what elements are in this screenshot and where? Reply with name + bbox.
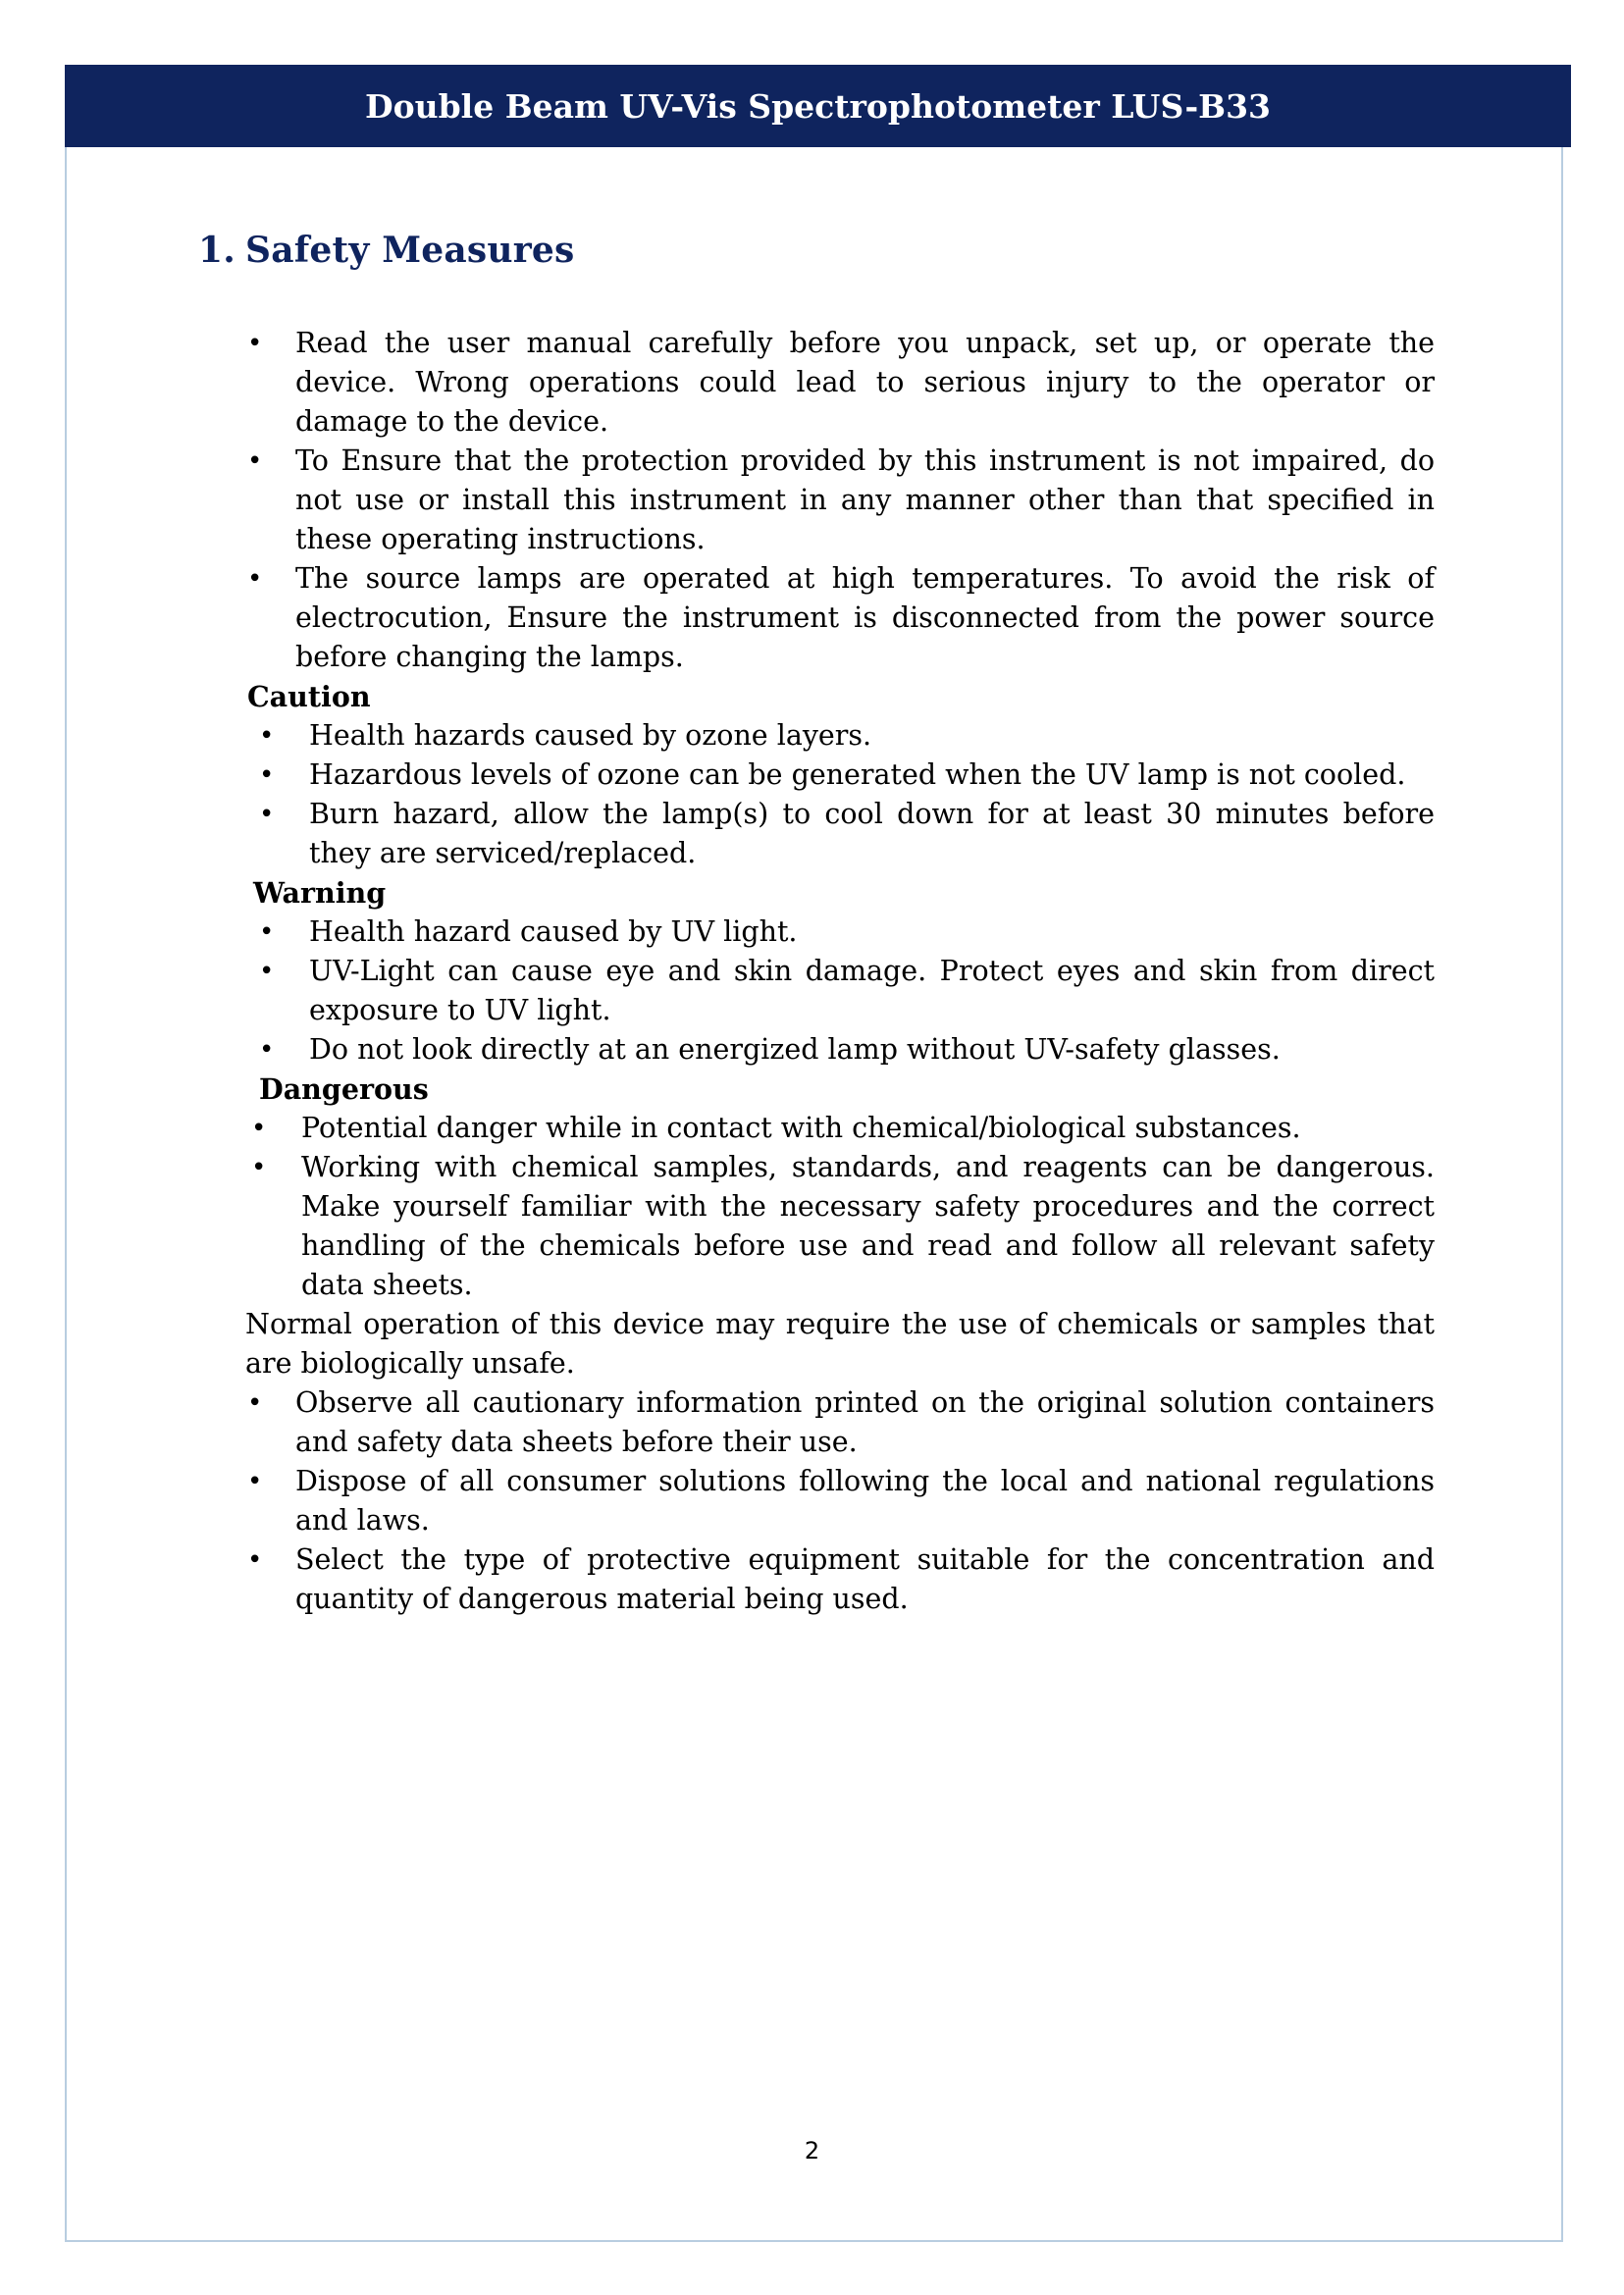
list-item — [245, 1540, 1435, 1619]
page-number: 2 — [804, 2137, 820, 2165]
list-item — [245, 1383, 1435, 1462]
bullet-icon: • — [259, 957, 275, 986]
list-item — [251, 1109, 1435, 1148]
list-item — [259, 1030, 1435, 1069]
final-list — [245, 1383, 1435, 1619]
list-item-text: Working with chemical samples, standards, and reagents can be dangerous. Make yourself familiar with the necessary safety procedures and the correct handling of the chemicals before use and read and follow all relevant safety data sheets. — [301, 1151, 1435, 1301]
list-item — [245, 324, 1435, 442]
bullet-icon: • — [251, 1153, 267, 1182]
bullet-icon: • — [259, 1035, 275, 1065]
section-title: Safety Measures — [245, 230, 575, 271]
list-item — [251, 1148, 1435, 1305]
list-item-text: Hazardous levels of ozone can be generated when the UV lamp is not cooled. — [309, 758, 1406, 791]
list-item-text: Potential danger while in contact with chemical/biological substances. — [301, 1112, 1301, 1144]
list-item — [245, 442, 1435, 559]
list-item-text: Health hazards caused by ozone layers. — [309, 719, 872, 752]
bullet-icon: • — [247, 1388, 263, 1418]
bullet-icon: • — [259, 917, 275, 947]
warning-heading: Warning — [253, 876, 387, 910]
section-heading — [198, 230, 574, 271]
list-item — [259, 716, 1435, 756]
list-item — [245, 1462, 1435, 1540]
list-item-text: Select the type of protective equipment suitable for the concentration and quantity of dangerous material being used. — [295, 1543, 1435, 1615]
warning-list — [259, 913, 1435, 1069]
bullet-icon: • — [247, 446, 263, 476]
list-item-text: Observe all cautionary information printed on the original solution containers and safety data sheets before their use. — [295, 1386, 1435, 1458]
bullet-icon: • — [247, 1545, 263, 1575]
list-item-text: The source lamps are operated at high temperatures. To avoid the risk of electrocution, Ensure the instrument is disconnected from the power source before changing the lamps. — [295, 562, 1435, 673]
bullet-icon: • — [247, 564, 263, 594]
document-title: Double Beam UV-Vis Spectrophotometer LUS-B33 — [364, 86, 1272, 126]
list-item-text: Burn hazard, allow the lamp(s) to cool down for at least 30 minutes before they are serviced/replaced. — [309, 798, 1435, 869]
bullet-icon: • — [247, 329, 263, 358]
list-item — [259, 952, 1435, 1030]
dangerous-heading: Dangerous — [259, 1072, 429, 1106]
list-item-text: Health hazard caused by UV light. — [309, 915, 798, 948]
list-item-text: UV-Light can cause eye and skin damage. Protect eyes and skin from direct exposure to UV light. — [309, 955, 1435, 1026]
list-item-text: To Ensure that the protection provided by this instrument is not impaired, do not use or install this instrument in any manner other than that specified in these operating instructions. — [295, 444, 1435, 555]
list-item — [259, 913, 1435, 952]
bullet-icon: • — [259, 760, 275, 790]
caution-heading: Caution — [247, 680, 371, 713]
list-item-text: Dispose of all consumer solutions following the local and national regulations and laws. — [295, 1465, 1435, 1537]
normal-operation-paragraph: Normal operation of this device may require the use of chemicals or samples that are biologically unsafe. — [245, 1308, 1435, 1380]
list-item-text: Read the user manual carefully before you unpack, set up, or operate the device. Wrong operations could lead to serious injury to the operator or damage to the device. — [295, 327, 1435, 438]
list-item — [245, 559, 1435, 677]
bullet-icon: • — [259, 721, 275, 751]
document-header — [65, 65, 1571, 147]
list-item — [259, 756, 1435, 795]
bullet-icon: • — [259, 800, 275, 829]
bullet-icon: • — [251, 1114, 267, 1143]
safety-content — [245, 324, 1435, 1619]
dangerous-list — [251, 1109, 1435, 1305]
list-item — [259, 795, 1435, 873]
intro-list — [245, 324, 1435, 677]
section-number: 1. — [198, 230, 236, 271]
caution-list — [259, 716, 1435, 873]
list-item-text: Do not look directly at an energized lamp without UV-safety glasses. — [309, 1033, 1281, 1066]
bullet-icon: • — [247, 1467, 263, 1496]
